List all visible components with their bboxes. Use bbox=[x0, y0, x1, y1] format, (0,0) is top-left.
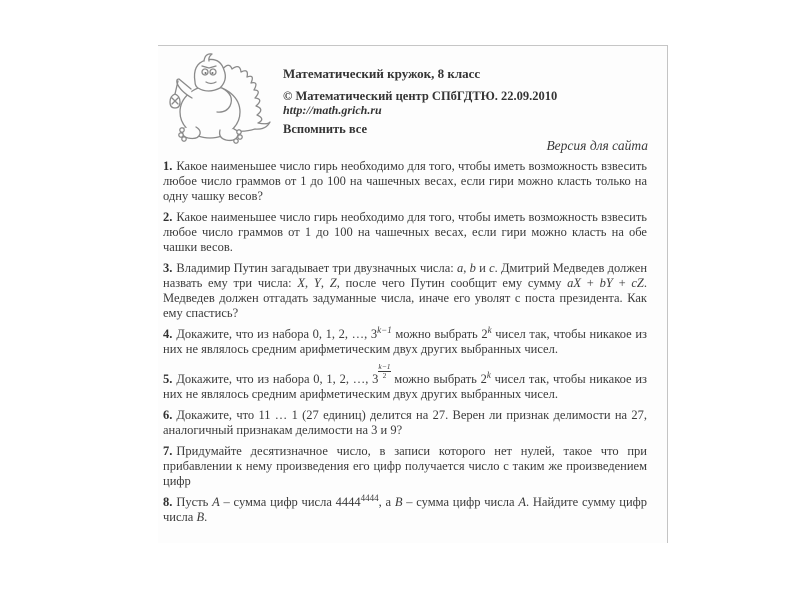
worksheet-header bbox=[158, 46, 667, 136]
worksheet-motto: Вспомнить все bbox=[283, 122, 368, 136]
website-url: http://math.grich.ru bbox=[283, 103, 382, 117]
problem-8 bbox=[163, 495, 647, 525]
problem-3 bbox=[163, 261, 647, 321]
copyright-line: © Математический центр СПбГДТЮ. 22.09.2010 bbox=[283, 89, 558, 103]
version-note: Версия для сайта bbox=[546, 138, 648, 153]
problem-2 bbox=[163, 210, 647, 255]
problem-text: Пусть A – сумма цифр числа $4444^{4444}$, а B – сумма цифр числа A. Найдите сумму цифр числа B. bbox=[163, 493, 647, 525]
problem-text: Докажите, что из набора 0, 1, 2, …, 3 $^{\frac{k-1}{2}}$ можно выбрать 2$^k$ чисел так, чтобы никакое из них не являлось средним арифметическим двух других выбранных чисел. bbox=[163, 362, 647, 402]
problem-number: 3. bbox=[163, 261, 173, 275]
problem-text: Докажите, что из набора 0, 1, 2, …, $3^{k-1}$ можно выбрать 2$^k$ чисел так, чтобы никакое из них не являлось средним арифметическим двух других выбранных чисел. bbox=[163, 324, 647, 356]
dragon-mascot-illustration bbox=[162, 52, 278, 144]
problem-list bbox=[163, 159, 647, 525]
problem-text: Какое наименьшее число гирь необходимо для того, чтобы иметь возможность взвесить любое число граммов от 1 до 100 на чашечных весах, если гири можно класть только на одну чашку весов? bbox=[163, 159, 647, 203]
problem-number: 2. bbox=[163, 210, 173, 224]
problem-number: 1. bbox=[163, 159, 173, 173]
problem-number: 8. bbox=[163, 495, 173, 510]
problem-6 bbox=[163, 408, 647, 438]
problem-1 bbox=[163, 159, 647, 204]
worksheet-page bbox=[158, 45, 668, 543]
problem-7 bbox=[163, 444, 647, 489]
header-text-block bbox=[283, 46, 667, 136]
problem-number: 5. bbox=[163, 372, 173, 387]
problem-number: 4. bbox=[163, 327, 173, 341]
problem-text: Докажите, что 11 … 1 (27 единиц) делится на 27. Верен ли признак делимости на 27, аналогичный признакам делимости на 3 и 9? bbox=[163, 408, 647, 438]
problem-number: 6. bbox=[163, 408, 173, 423]
problem-text: Придумайте десятизначное число, в записи которого нет нулей, такое что при прибавлении к нему произведения его цифр получается число с таким же произведением цифр bbox=[163, 444, 647, 489]
problem-5 bbox=[163, 363, 647, 402]
problem-4 bbox=[163, 324, 647, 357]
problem-text: Какое наименьшее число гирь необходимо для того, чтобы иметь возможность взвесить любое число граммов от 1 до 100 на чашечных весах, если гири можно класть на обе чашки весов. bbox=[163, 210, 647, 254]
problem-number: 7. bbox=[163, 444, 173, 459]
worksheet-title: Математический кружок, 8 класс bbox=[283, 66, 481, 81]
problem-text: Владимир Путин загадывает три двузначных числа: a, b и c. Дмитрий Медведев должен назвать ему три числа: X, Y, Z, после чего Путин сообщит ему сумму aX + bY + cZ. Медведев должен отгадать задуманные числа, иначе его уволят с поста президента. Как ему спастись? bbox=[163, 261, 648, 320]
